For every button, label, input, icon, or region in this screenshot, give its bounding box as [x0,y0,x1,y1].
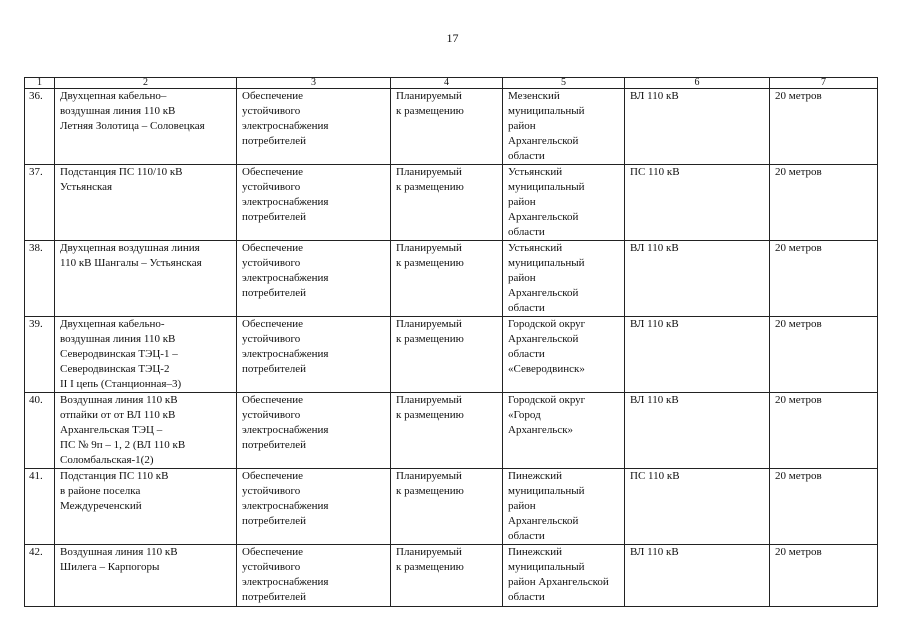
table-header-row [25,78,878,89]
object-purpose: Обеспечение устойчивого электроснабжения потребителей [237,89,391,165]
object-name: Подстанция ПС 110 кВ в районе поселка Междуреченский [55,469,237,545]
column-header: 3 [237,78,391,89]
row-number: 40. [25,393,55,469]
object-type: ВЛ 110 кВ [625,89,770,165]
protection-zone: 20 метров [770,545,878,607]
column-header: 5 [503,78,625,89]
object-status: Планируемый к размещению [391,393,503,469]
object-name: Воздушная линия 110 кВ отпайки от от ВЛ 110 кВ Архангельская ТЭЦ – ПС № 9п – 1, 2 (ВЛ 110 кВ Соломбальская-1(2) [55,393,237,469]
column-header: 7 [770,78,878,89]
column-header: 4 [391,78,503,89]
protection-zone: 20 метров [770,165,878,241]
object-location: Устьянский муниципальный район Архангельской области [503,241,625,317]
object-location: Городской округ Архангельской области «Северодвинск» [503,317,625,393]
protection-zone: 20 метров [770,317,878,393]
row-number: 36. [25,89,55,165]
object-name: Двухцепная кабельно- воздушная линия 110 кВ Северодвинская ТЭЦ-1 – Северодвинская ТЭЦ-2 II I цепь (Станционная–3) [55,317,237,393]
object-purpose: Обеспечение устойчивого электроснабжения потребителей [237,393,391,469]
object-location: Городской округ «Город Архангельск» [503,393,625,469]
object-purpose: Обеспечение устойчивого электроснабжения потребителей [237,317,391,393]
object-location: Пинежский муниципальный район Архангельской области [503,545,625,607]
object-status: Планируемый к размещению [391,89,503,165]
protection-zone: 20 метров [770,469,878,545]
column-header: 6 [625,78,770,89]
table-row [25,89,878,165]
object-purpose: Обеспечение устойчивого электроснабжения потребителей [237,469,391,545]
table-row [25,241,878,317]
row-number: 39. [25,317,55,393]
object-name: Двухцепная кабельно– воздушная линия 110 кВ Летняя Золотица – Соловецкая [55,89,237,165]
object-type: ВЛ 110 кВ [625,241,770,317]
column-header: 2 [55,78,237,89]
object-status: Планируемый к размещению [391,241,503,317]
object-purpose: Обеспечение устойчивого электроснабжения потребителей [237,165,391,241]
object-location: Пинежский муниципальный район Архангельской области [503,469,625,545]
object-status: Планируемый к размещению [391,317,503,393]
object-type: ВЛ 110 кВ [625,393,770,469]
object-name: Двухцепная воздушная линия 110 кВ Шангалы – Устьянская [55,241,237,317]
facilities-table [24,77,878,607]
row-number: 42. [25,545,55,607]
row-number: 41. [25,469,55,545]
object-location: Мезенский муниципальный район Архангельской области [503,89,625,165]
object-status: Планируемый к размещению [391,469,503,545]
object-status: Планируемый к размещению [391,165,503,241]
table-row [25,469,878,545]
table-row [25,317,878,393]
object-status: Планируемый к размещению [391,545,503,607]
column-header: 1 [25,78,55,89]
object-type: ВЛ 110 кВ [625,545,770,607]
row-number: 37. [25,165,55,241]
object-location: Устьянский муниципальный район Архангельской области [503,165,625,241]
object-type: ПС 110 кВ [625,165,770,241]
protection-zone: 20 метров [770,241,878,317]
object-name: Подстанция ПС 110/10 кВ Устьянская [55,165,237,241]
object-type: ВЛ 110 кВ [625,317,770,393]
protection-zone: 20 метров [770,89,878,165]
object-type: ПС 110 кВ [625,469,770,545]
row-number: 38. [25,241,55,317]
table-row [25,545,878,607]
object-purpose: Обеспечение устойчивого электроснабжения потребителей [237,241,391,317]
table-row [25,393,878,469]
page-number: 17 [446,31,459,45]
protection-zone: 20 метров [770,393,878,469]
table-row [25,165,878,241]
object-name: Воздушная линия 110 кВ Шилега – Карпогоры [55,545,237,607]
object-purpose: Обеспечение устойчивого электроснабжения потребителей [237,545,391,607]
